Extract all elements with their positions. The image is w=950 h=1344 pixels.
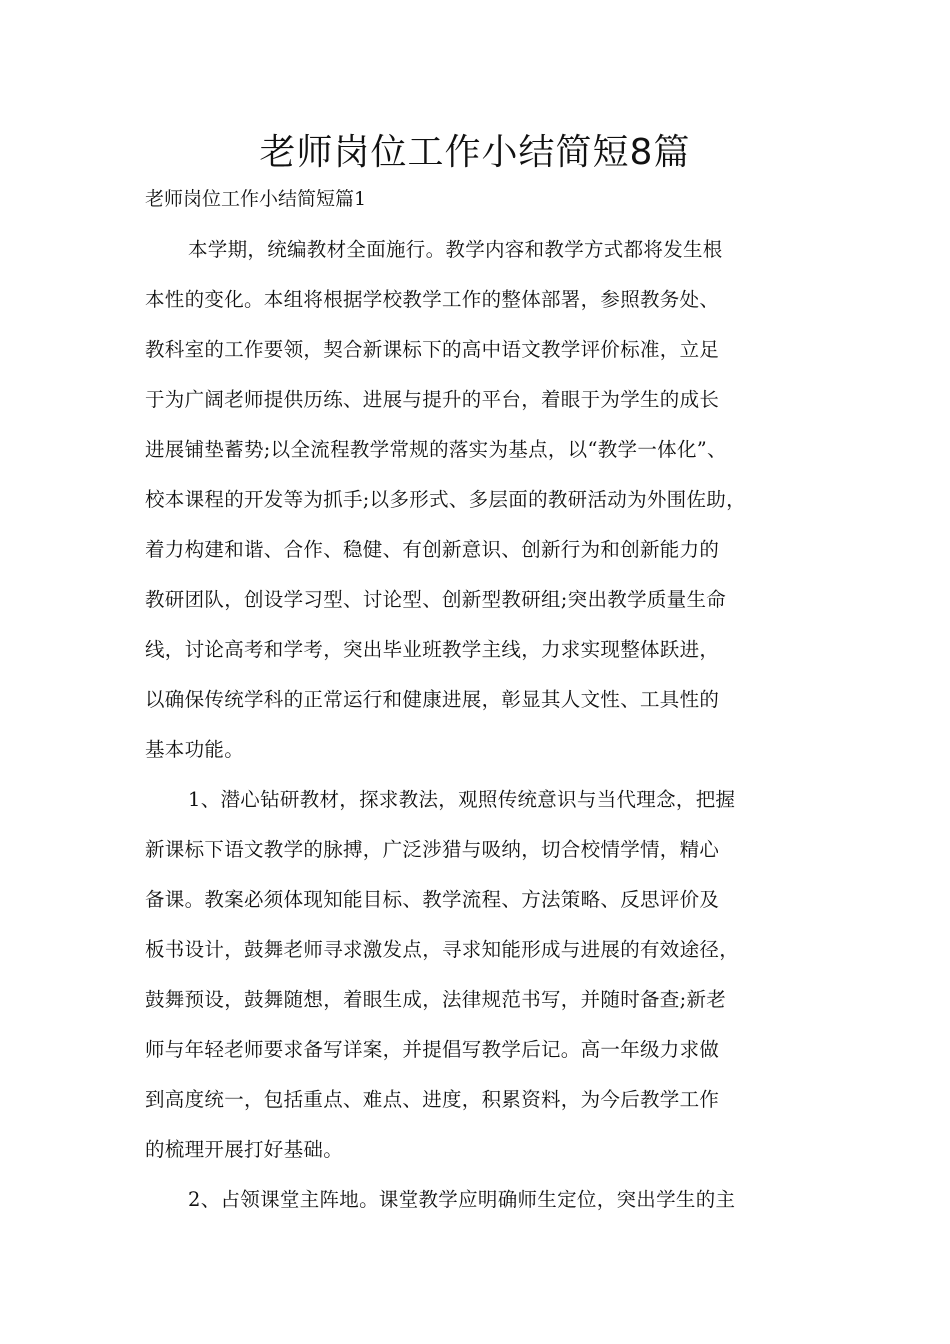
paragraph-line: 基本功能。 xyxy=(145,738,245,761)
page-title: 老师岗位工作小结简短8篇 xyxy=(259,132,691,173)
paragraph-line: 备课。教案必须体现知能目标、教学流程、方法策略、反思评价及 xyxy=(145,888,720,911)
paragraph-line: 本性的变化。本组将根据学校教学工作的整体部署，参照教务处、 xyxy=(145,288,720,311)
paragraph-line: 本学期，统编教材全面施行。教学内容和教学方式都将发生根 xyxy=(188,238,723,261)
paragraph-line: 新课标下语文教学的脉搏，广泛涉猎与吸纳，切合校情学情，精心 xyxy=(145,838,720,861)
paragraph-line: 进展铺垫蓄势;以全流程教学常规的落实为基点，以“教学一体化”、 xyxy=(145,438,727,461)
paragraph-line: 校本课程的开发等为抓手;以多形式、多层面的教研活动为外围佐助， xyxy=(145,488,746,511)
paragraph-line: 1、潜心钻研教材，探求教法，观照传统意识与当代理念，把握 xyxy=(188,788,736,811)
paragraph-line: 教研团队，创设学习型、讨论型、创新型教研组;突出教学质量生命 xyxy=(145,588,727,611)
section-heading: 老师岗位工作小结简短篇1 xyxy=(145,188,367,210)
paragraph-line: 线，讨论高考和学考，突出毕业班教学主线，力求实现整体跃进， xyxy=(145,638,720,661)
paragraph-line: 板书设计，鼓舞老师寻求激发点，寻求知能形成与进展的有效途径， xyxy=(145,938,740,961)
paragraph-line: 师与年轻老师要求备写详案，并提倡写教学后记。高一年级力求做 xyxy=(145,1038,720,1061)
paragraph-line: 的梳理开展打好基础。 xyxy=(145,1138,344,1161)
paragraph-line: 于为广阔老师提供历练、进展与提升的平台，着眼于为学生的成长 xyxy=(145,388,720,411)
paragraph-line: 着力构建和谐、合作、稳健、有创新意识、创新行为和创新能力的 xyxy=(145,538,720,561)
paragraph-line: 2、占领课堂主阵地。课堂教学应明确师生定位，突出学生的主 xyxy=(188,1188,736,1211)
paragraph-line: 到高度统一，包括重点、难点、进度，积累资料，为今后教学工作 xyxy=(145,1088,720,1111)
paragraph-line: 教科室的工作要领，契合新课标下的高中语文教学评价标准，立足 xyxy=(145,338,720,361)
paragraph-line: 鼓舞预设，鼓舞随想，着眼生成，法律规范书写，并随时备查;新老 xyxy=(145,988,727,1011)
paragraph-line: 以确保传统学科的正常运行和健康进展，彰显其人文性、工具性的 xyxy=(145,688,720,711)
